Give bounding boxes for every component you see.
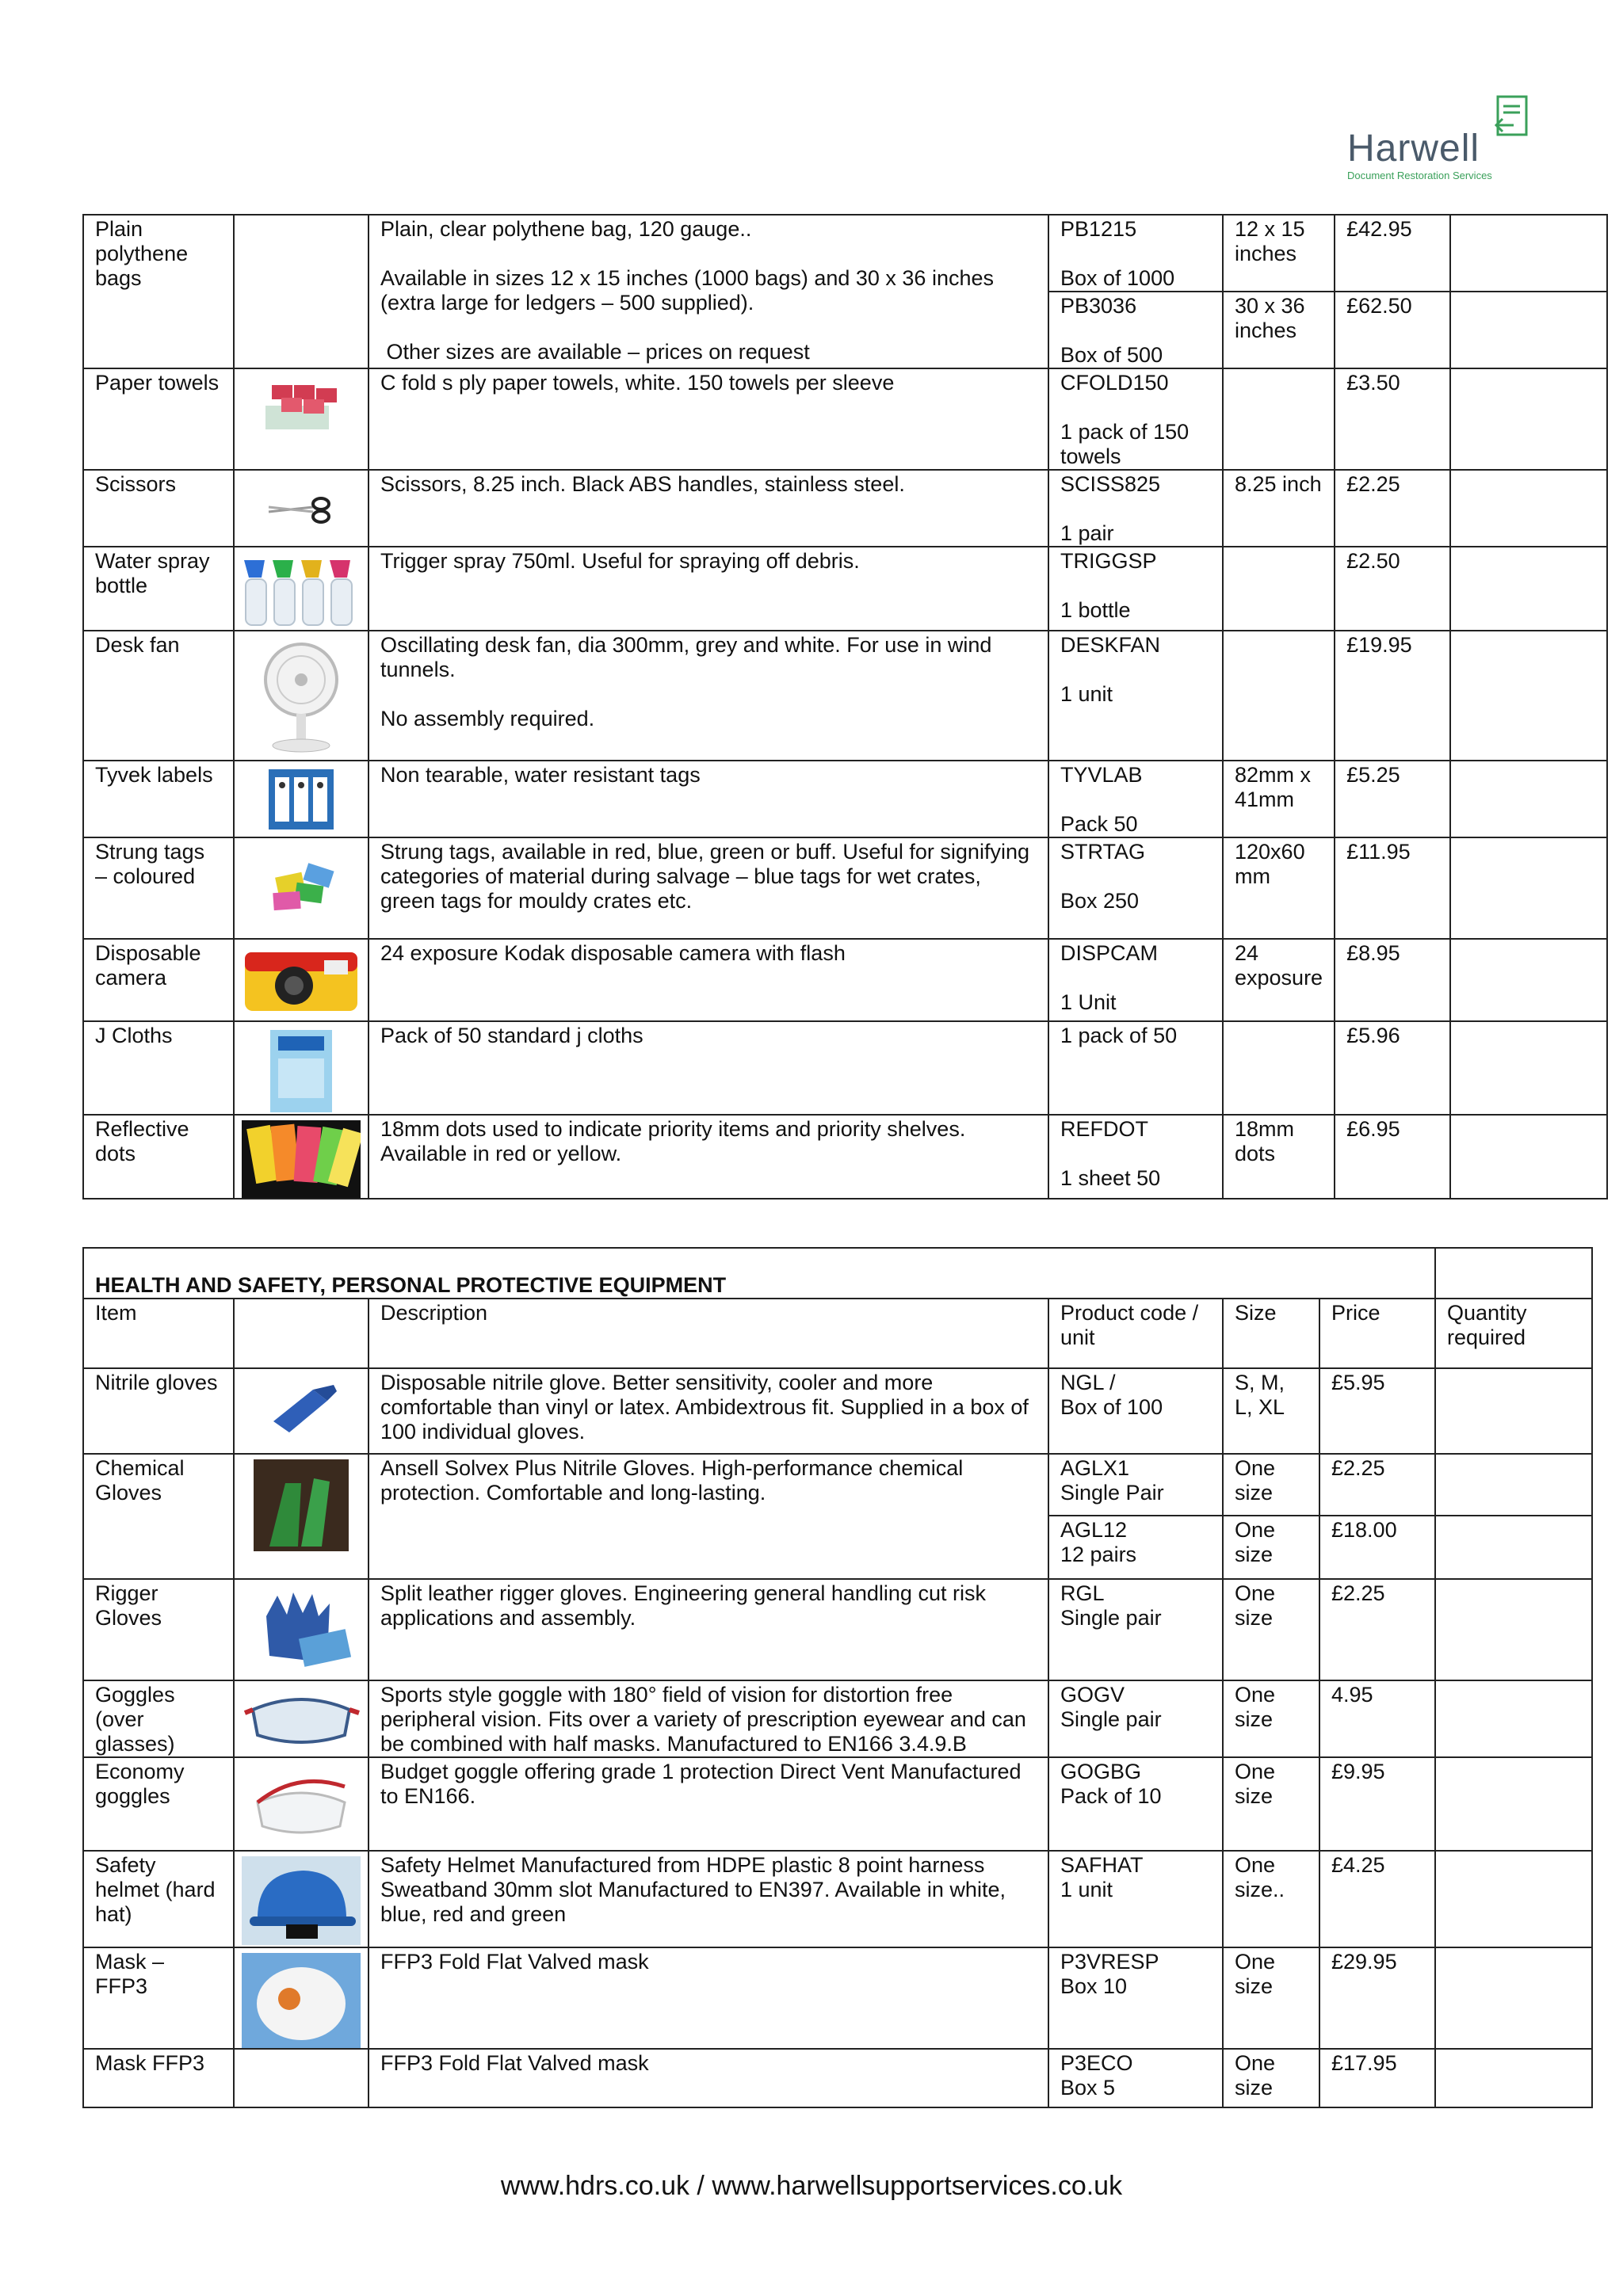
item-name: Strung tags – coloured bbox=[83, 837, 234, 939]
quantity-input[interactable] bbox=[1450, 215, 1607, 292]
economy-goggles-image bbox=[234, 1757, 369, 1851]
quantity-input[interactable] bbox=[1450, 1115, 1607, 1199]
reflective-dots-image bbox=[234, 1115, 369, 1199]
quantity-input[interactable] bbox=[1435, 1454, 1592, 1516]
nitrile-glove-image bbox=[234, 1368, 369, 1454]
item-name: Rigger Gloves bbox=[83, 1579, 234, 1680]
size: One size bbox=[1223, 1680, 1319, 1757]
item-name: Goggles (over glasses) bbox=[83, 1680, 234, 1757]
size bbox=[1223, 1021, 1335, 1115]
quantity-input[interactable] bbox=[1450, 470, 1607, 547]
size bbox=[1223, 631, 1335, 761]
item-description: Oscillating desk fan, dia 300mm, grey and white. For use in wind tunnels. No assembly required. bbox=[369, 631, 1048, 761]
price: £5.96 bbox=[1335, 1021, 1450, 1115]
product-code: AGLX1 Single Pair bbox=[1048, 1454, 1223, 1516]
table-row bbox=[83, 368, 1607, 470]
quantity-input[interactable] bbox=[1435, 1516, 1592, 1579]
header-size: Size bbox=[1223, 1299, 1319, 1368]
item-name: Reflective dots bbox=[83, 1115, 234, 1199]
size: One size.. bbox=[1223, 1851, 1319, 1947]
item-name: Mask – FFP3 bbox=[83, 1947, 234, 2049]
spray-bottles-image bbox=[234, 547, 369, 631]
price: £42.95 bbox=[1335, 215, 1450, 292]
item-description: Safety Helmet Manufactured from HDPE plastic 8 point harness Sweatband 30mm slot Manufactured to EN397. Available in white, blue, red and green bbox=[369, 1851, 1048, 1947]
size: One size bbox=[1223, 1454, 1319, 1516]
table-row bbox=[83, 215, 1607, 292]
item-description: Ansell Solvex Plus Nitrile Gloves. High-performance chemical protection. Comfortable and long-lasting. bbox=[369, 1454, 1048, 1579]
table-row bbox=[83, 1851, 1592, 1947]
item-name: Safety helmet (hard hat) bbox=[83, 1851, 234, 1947]
item-description: Strung tags, available in red, blue, green or buff. Useful for signifying categories of material during salvage – blue tags for wet crates, green tags for mouldy crates etc. bbox=[369, 837, 1048, 939]
brand-tagline: Document Restoration Services bbox=[1347, 170, 1492, 181]
table-row bbox=[83, 1579, 1592, 1680]
quantity-input[interactable] bbox=[1450, 939, 1607, 1021]
price: £4.25 bbox=[1319, 1851, 1435, 1947]
size: One size bbox=[1223, 1579, 1319, 1680]
price: £19.95 bbox=[1335, 631, 1450, 761]
product-code: PB3036 Box of 500 bbox=[1048, 292, 1223, 368]
quantity-input[interactable] bbox=[1450, 837, 1607, 939]
item-description: Non tearable, water resistant tags bbox=[369, 761, 1048, 837]
quantity-input[interactable] bbox=[1450, 1021, 1607, 1115]
product-code: TRIGGSP 1 bottle bbox=[1048, 547, 1223, 631]
product-code: P3ECO Box 5 bbox=[1048, 2049, 1223, 2107]
size: 120x60 mm bbox=[1223, 837, 1335, 939]
product-code: TYVLAB Pack 50 bbox=[1048, 761, 1223, 837]
scissors-image bbox=[234, 470, 369, 547]
item-description: Trigger spray 750ml. Useful for spraying off debris. bbox=[369, 547, 1048, 631]
header-description: Description bbox=[369, 1299, 1048, 1368]
size: One size bbox=[1223, 2049, 1319, 2107]
price: £18.00 bbox=[1319, 1516, 1435, 1579]
product-code: DISPCAM 1 Unit bbox=[1048, 939, 1223, 1021]
size: One size bbox=[1223, 1947, 1319, 2049]
price: £11.95 bbox=[1335, 837, 1450, 939]
table-row bbox=[83, 761, 1607, 837]
product-code: SCISS825 1 pair bbox=[1048, 470, 1223, 547]
item-name: Paper towels bbox=[83, 368, 234, 470]
price: £9.95 bbox=[1319, 1757, 1435, 1851]
size: 12 x 15 inches bbox=[1223, 215, 1335, 292]
quantity-input[interactable] bbox=[1435, 1851, 1592, 1947]
desk-fan-image bbox=[234, 631, 369, 761]
document-arrow-icon bbox=[1490, 95, 1531, 143]
price: £17.95 bbox=[1319, 2049, 1435, 2107]
product-code: P3VRESP Box 10 bbox=[1048, 1947, 1223, 2049]
tyvek-labels-image bbox=[234, 761, 369, 837]
size bbox=[1223, 368, 1335, 470]
ppe-table bbox=[82, 1247, 1593, 2108]
item-description: 18mm dots used to indicate priority items and priority shelves. Available in red or yellow. bbox=[369, 1115, 1048, 1199]
hard-hat-image bbox=[234, 1851, 369, 1947]
size bbox=[1223, 547, 1335, 631]
section-title-row bbox=[83, 1248, 1592, 1299]
item-description: Disposable nitrile glove. Better sensitivity, cooler and more comfortable than vinyl or latex. Ambidextrous fit. Supplied in a box of 100 individual gloves. bbox=[369, 1368, 1048, 1454]
item-description: FFP3 Fold Flat Valved mask bbox=[369, 2049, 1048, 2107]
header-code: Product code / unit bbox=[1048, 1299, 1223, 1368]
item-name: Water spray bottle bbox=[83, 547, 234, 631]
section-title: HEALTH AND SAFETY, PERSONAL PROTECTIVE EQUIPMENT bbox=[83, 1248, 1435, 1299]
rigger-glove-image bbox=[234, 1579, 369, 1680]
product-code: DESKFAN 1 unit bbox=[1048, 631, 1223, 761]
product-code: 1 pack of 50 bbox=[1048, 1021, 1223, 1115]
item-name: J Cloths bbox=[83, 1021, 234, 1115]
quantity-input[interactable] bbox=[1435, 1947, 1592, 2049]
table-row bbox=[83, 1021, 1607, 1115]
product-code: CFOLD150 1 pack of 150 towels bbox=[1048, 368, 1223, 470]
product-code: GOGBG Pack of 10 bbox=[1048, 1757, 1223, 1851]
quantity-input[interactable] bbox=[1450, 761, 1607, 837]
size: 24 exposure bbox=[1223, 939, 1335, 1021]
table-row bbox=[83, 547, 1607, 631]
item-name: Tyvek labels bbox=[83, 761, 234, 837]
price: £2.25 bbox=[1319, 1454, 1435, 1516]
product-code: SAFHAT 1 unit bbox=[1048, 1851, 1223, 1947]
size: 30 x 36 inches bbox=[1223, 292, 1335, 368]
price: £6.95 bbox=[1335, 1115, 1450, 1199]
price: £2.25 bbox=[1335, 470, 1450, 547]
item-description: C fold s ply paper towels, white. 150 towels per sleeve bbox=[369, 368, 1048, 470]
product-code: RGL Single pair bbox=[1048, 1579, 1223, 1680]
quantity-input[interactable] bbox=[1450, 631, 1607, 761]
item-image bbox=[234, 215, 369, 368]
product-code: REFDOT 1 sheet 50 bbox=[1048, 1115, 1223, 1199]
item-description: Sports style goggle with 180° field of vision for distortion free peripheral vision. Fits over a variety of prescription eyewear and can be combined with half masks. Manufactured to EN166 3.4.9.B bbox=[369, 1680, 1048, 1757]
table-row bbox=[83, 1757, 1592, 1851]
footer-links[interactable]: www.hdrs.co.uk / www.harwellsupportservices.co.uk bbox=[500, 2171, 1123, 2201]
goggles-image bbox=[234, 1680, 369, 1757]
paper-towels-image bbox=[234, 368, 369, 470]
item-name: Chemical Gloves bbox=[83, 1454, 234, 1579]
camera-image bbox=[234, 939, 369, 1021]
item-description: FFP3 Fold Flat Valved mask bbox=[369, 1947, 1048, 2049]
price: 4.95 bbox=[1319, 1680, 1435, 1757]
header-quantity: Quantity required bbox=[1435, 1299, 1592, 1368]
size: One size bbox=[1223, 1757, 1319, 1851]
mask-image bbox=[234, 1947, 369, 2049]
item-name: Disposable camera bbox=[83, 939, 234, 1021]
quantity-input[interactable] bbox=[1450, 292, 1607, 368]
price: £5.95 bbox=[1319, 1368, 1435, 1454]
brand-name: Harwell bbox=[1347, 128, 1480, 170]
item-description: Budget goggle offering grade 1 protection Direct Vent Manufactured to EN166. bbox=[369, 1757, 1048, 1851]
chemical-gloves-image bbox=[234, 1454, 369, 1579]
size: 82mm x 41mm bbox=[1223, 761, 1335, 837]
table-row bbox=[83, 1368, 1592, 1454]
product-code: GOGV Single pair bbox=[1048, 1680, 1223, 1757]
item-name: Mask FFP3 bbox=[83, 2049, 234, 2107]
table-row bbox=[83, 1454, 1592, 1516]
table-row bbox=[83, 1947, 1592, 2049]
table-row bbox=[83, 1680, 1592, 1757]
item-description: Plain, clear polythene bag, 120 gauge.. Available in sizes 12 x 15 inches (1000 bags) and 30 x 36 inches (extra large for ledgers – 500 supplied). Other sizes are available – prices on request bbox=[369, 215, 1048, 368]
size: One size bbox=[1223, 1516, 1319, 1579]
item-description: Pack of 50 standard j cloths bbox=[369, 1021, 1048, 1115]
size: S, M, L, XL bbox=[1223, 1368, 1319, 1454]
quantity-input[interactable] bbox=[1435, 1368, 1592, 1454]
table-row bbox=[83, 2049, 1592, 2107]
size: 18mm dots bbox=[1223, 1115, 1335, 1199]
item-description: Scissors, 8.25 inch. Black ABS handles, stainless steel. bbox=[369, 470, 1048, 547]
item-name: Nitrile gloves bbox=[83, 1368, 234, 1454]
price: £62.50 bbox=[1335, 292, 1450, 368]
products-table bbox=[82, 214, 1608, 1199]
table-row bbox=[83, 1115, 1607, 1199]
item-name: Economy goggles bbox=[83, 1757, 234, 1851]
item-description: Split leather rigger gloves. Engineering general handling cut risk applications and assembly. bbox=[369, 1579, 1048, 1680]
header-item: Item bbox=[83, 1299, 234, 1368]
product-code: PB1215 Box of 1000 bbox=[1048, 215, 1223, 292]
item-name: Plain polythene bags bbox=[83, 215, 234, 368]
quantity-input[interactable] bbox=[1450, 547, 1607, 631]
item-description: 24 exposure Kodak disposable camera with flash bbox=[369, 939, 1048, 1021]
price: £2.25 bbox=[1319, 1579, 1435, 1680]
quantity-input[interactable] bbox=[1435, 2049, 1592, 2107]
header-row bbox=[83, 1299, 1592, 1368]
price: £2.50 bbox=[1335, 547, 1450, 631]
header-price: Price bbox=[1319, 1299, 1435, 1368]
table-row bbox=[83, 631, 1607, 761]
price: £3.50 bbox=[1335, 368, 1450, 470]
size: 8.25 inch bbox=[1223, 470, 1335, 547]
product-code: AGL12 12 pairs bbox=[1048, 1516, 1223, 1579]
table-row bbox=[83, 470, 1607, 547]
j-cloths-image bbox=[234, 1021, 369, 1115]
item-name: Scissors bbox=[83, 470, 234, 547]
product-code: STRTAG Box 250 bbox=[1048, 837, 1223, 939]
table-row bbox=[83, 939, 1607, 1021]
quantity-input[interactable] bbox=[1450, 368, 1607, 470]
product-code: NGL / Box of 100 bbox=[1048, 1368, 1223, 1454]
quantity-input[interactable] bbox=[1435, 1757, 1592, 1851]
item-name: Desk fan bbox=[83, 631, 234, 761]
harwell-logo bbox=[1347, 95, 1537, 190]
quantity-input[interactable] bbox=[1435, 1680, 1592, 1757]
table-row bbox=[83, 837, 1607, 939]
price: £5.25 bbox=[1335, 761, 1450, 837]
price: £8.95 bbox=[1335, 939, 1450, 1021]
strung-tags-image bbox=[234, 837, 369, 939]
price: £29.95 bbox=[1319, 1947, 1435, 2049]
quantity-input[interactable] bbox=[1435, 1579, 1592, 1680]
